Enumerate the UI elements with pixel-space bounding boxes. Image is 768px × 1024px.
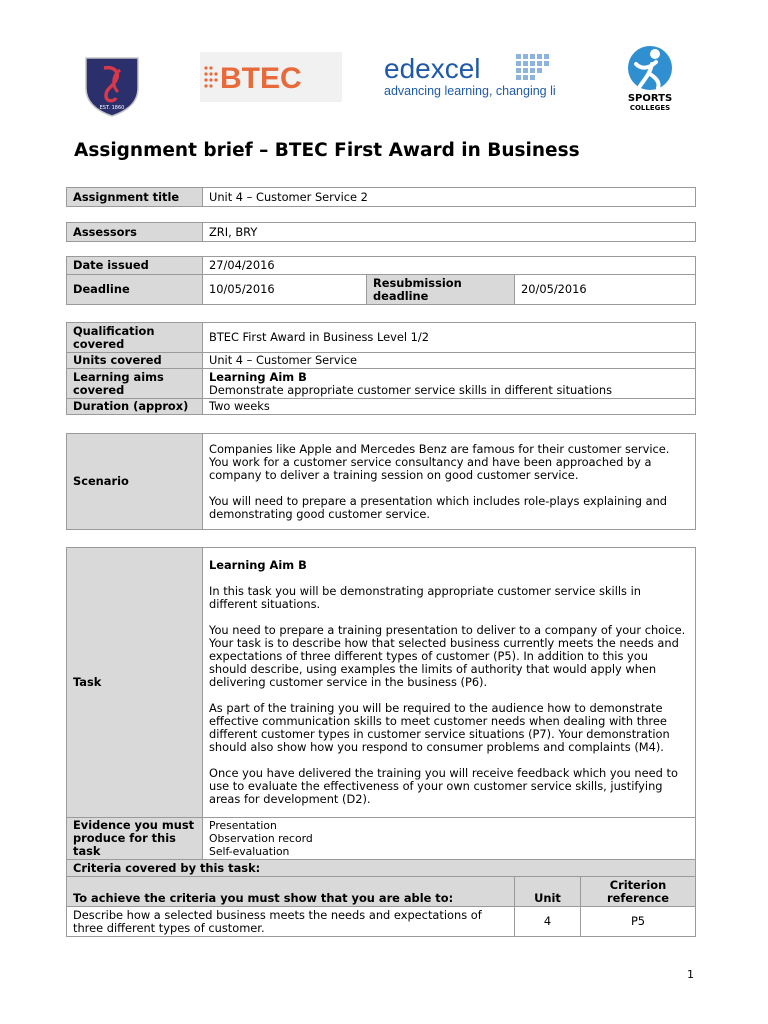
qualification-table — [66, 322, 696, 415]
learning-aims-label: Learning aims covered — [67, 369, 203, 399]
edexcel-tagline: advancing learning, changing lives — [384, 84, 556, 98]
assessors-label: Assessors — [67, 223, 203, 242]
school-crest-logo — [82, 54, 142, 118]
task-paragraph-3: As part of the training you will be required to the audience how to demonstrate effective communication skills to meet customer needs when dealing with three different customer types in customer service situations (P7). Your demonstration should also show how you respond to consumer problems and complaints (M4). — [209, 701, 670, 754]
assessors-table — [66, 222, 696, 242]
learning-aims-value: Demonstrate appropriate customer service skills in different situations — [209, 382, 612, 397]
dates-table — [66, 256, 696, 305]
assignment-title-table — [66, 187, 696, 207]
qualification-value: BTEC First Award in Business Level 1/2 — [203, 323, 696, 353]
criteria-row-reference: P5 — [581, 907, 696, 937]
task-paragraph-1: In this task you will be demonstrating appropriate customer service skills in different situations. — [209, 584, 641, 611]
sports-text-2: COLLEGES — [629, 104, 671, 112]
deadline-label: Deadline — [67, 275, 203, 305]
date-issued-value: 27/04/2016 — [203, 257, 696, 275]
evidence-item: Presentation — [209, 819, 277, 832]
duration-value: Two weeks — [203, 399, 696, 415]
duration-label: Duration (approx) — [67, 399, 203, 415]
units-label: Units covered — [67, 353, 203, 369]
criteria-col-reference: Criterion reference — [581, 877, 696, 907]
deadline-value: 10/05/2016 — [203, 275, 367, 305]
btec-wordmark: BTEC — [220, 62, 302, 95]
assessors-value: ZRI, BRY — [203, 223, 696, 242]
evidence-label: Evidence you must produce for this task — [67, 818, 203, 860]
edexcel-wordmark: edexcel — [384, 53, 481, 84]
evidence-list — [203, 818, 696, 860]
sports-colleges-logo — [622, 44, 678, 114]
criteria-row-text: Describe how a selected business meets the needs and expectations of three different types of customer. — [67, 907, 515, 937]
qualification-label: Qualification covered — [67, 323, 203, 353]
logo-row — [0, 40, 768, 120]
scenario-paragraph-2: You will need to prepare a presentation which includes role-plays explaining and demonstrating good customer service. — [209, 494, 668, 521]
page-number: 1 — [687, 968, 694, 981]
document-title: Assignment brief – BTEC First Award in Business — [74, 140, 580, 161]
resubmission-label: Resubmission deadline — [367, 275, 515, 305]
task-content — [203, 548, 696, 818]
learning-aims-heading: Learning Aim B — [209, 369, 307, 384]
criteria-heading: Criteria covered by this task: — [67, 860, 696, 877]
evidence-item: Observation record — [209, 832, 313, 845]
scenario-table — [66, 433, 696, 530]
date-issued-label: Date issued — [67, 257, 203, 275]
assignment-title-label: Assignment title — [67, 188, 203, 207]
task-paragraph-4: Once you have delivered the training you will receive feedback which you need to use to evaluate the effectiveness of your own customer service skills, justifying areas for development (D2). — [209, 766, 678, 806]
btec-logo — [200, 52, 342, 102]
evidence-item: Self-evaluation — [209, 845, 290, 858]
crest-text: EST. 1860 — [99, 105, 125, 111]
task-table — [66, 547, 696, 937]
task-heading: Learning Aim B — [209, 558, 307, 572]
criteria-col-unit: Unit — [515, 877, 581, 907]
scenario-content — [203, 434, 696, 530]
edexcel-logo — [384, 52, 556, 102]
task-label: Task — [67, 548, 203, 818]
units-value: Unit 4 – Customer Service — [203, 353, 696, 369]
learning-aims-cell — [203, 369, 696, 399]
task-paragraph-2: You need to prepare a training presentation to deliver to a company of your choice. Your task is to describe how that selected business currently meets the needs and expectations of three different types of customer (P5). In addition to this you should describe, using examples the limits of authority that would apply when delivering customer service in the business (P6). — [209, 623, 686, 689]
criteria-row — [67, 907, 696, 937]
resubmission-value: 20/05/2016 — [515, 275, 696, 305]
criteria-row-unit: 4 — [515, 907, 581, 937]
scenario-paragraph-1: Companies like Apple and Mercedes Benz are famous for their customer service. You work for a customer service consultancy and have been approached by a company to deliver a training session on good customer service. — [209, 442, 670, 482]
criteria-col-achieve: To achieve the criteria you must show that you are able to: — [67, 877, 515, 907]
scenario-label: Scenario — [67, 434, 203, 530]
assignment-title-value: Unit 4 – Customer Service 2 — [203, 188, 696, 207]
sports-text-1: SPORTS — [627, 93, 673, 104]
